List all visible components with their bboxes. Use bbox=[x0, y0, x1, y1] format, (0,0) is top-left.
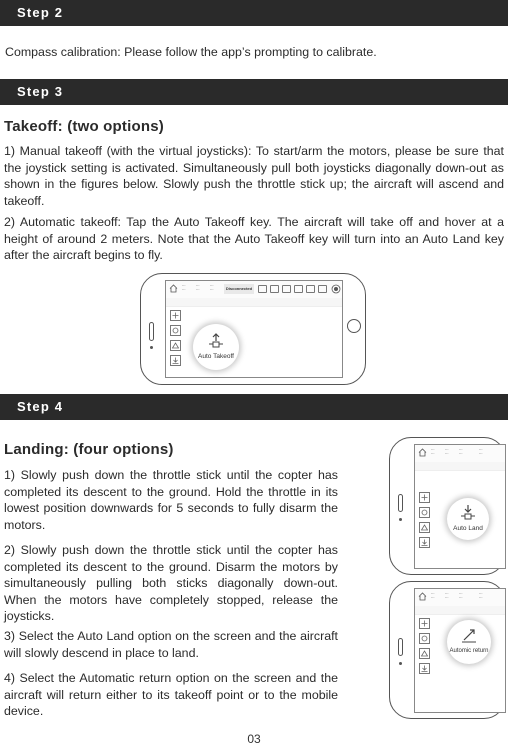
section-bar-step-2 bbox=[0, 0, 508, 26]
phone-camera bbox=[399, 518, 402, 521]
automatic-takeoff-text: 2) Automatic takeoff: Tap the Auto Takeoff key. The aircraft will take off and hover at a height of around 2 meters. Note that the Auto Takeoff key will turn into an Auto Land key after the aircraft begins to fly. bbox=[4, 215, 504, 262]
control-mode-button bbox=[419, 492, 430, 503]
telemetry-cell: --- --- bbox=[479, 591, 483, 599]
app-sub-bar bbox=[415, 606, 505, 615]
telemetry-cell: --- --- bbox=[210, 283, 214, 291]
section-label: Step 2 bbox=[17, 5, 64, 20]
connection-status: Disconnected bbox=[224, 284, 254, 294]
app-sub-bar bbox=[415, 462, 505, 471]
phone-speaker-slot bbox=[149, 322, 154, 341]
telemetry-cell: --- --- bbox=[445, 591, 449, 599]
compass-calibration-text: Compass calibration: Please follow the app’s prompting to calibrate. bbox=[5, 45, 377, 59]
landing-heading: Landing: (four options) bbox=[4, 441, 174, 458]
flight-mode-button bbox=[170, 340, 181, 351]
download-button bbox=[419, 537, 430, 548]
home-icon bbox=[169, 284, 178, 293]
flight-mode-button bbox=[419, 522, 430, 533]
signal-icon bbox=[294, 285, 303, 293]
phone-home-button bbox=[347, 319, 361, 333]
video-icon bbox=[270, 285, 279, 293]
telemetry-cell: --- --- bbox=[196, 283, 200, 291]
auto-takeoff-icon bbox=[206, 332, 226, 350]
telemetry-cell: --- --- bbox=[459, 447, 463, 455]
auto-land-button[interactable] bbox=[447, 498, 489, 540]
takeoff-heading: Takeoff: (two options) bbox=[4, 118, 164, 135]
telemetry-cell: --- --- bbox=[459, 591, 463, 599]
phone-camera bbox=[399, 662, 402, 665]
joystick-button bbox=[419, 633, 430, 644]
auto-land-label: Auto Land bbox=[453, 525, 483, 532]
landing-option-2-text: 2) Slowly push down the throttle stick until the copter has completed its descent to the ground. Disarm the motors by simultaneously pulling both sticks diagonally down-out. When the motors have completely stopped, release the joysticks. bbox=[4, 543, 338, 623]
app-screen bbox=[165, 280, 343, 378]
control-mode-button bbox=[170, 310, 181, 321]
section-label: Step 3 bbox=[17, 84, 64, 99]
phone-illustration-automatic-return bbox=[389, 581, 506, 719]
battery-icon bbox=[306, 285, 315, 293]
phone-speaker-slot bbox=[398, 494, 403, 512]
page-number: 03 bbox=[247, 732, 261, 746]
telemetry-cell: --- --- bbox=[431, 447, 435, 455]
return-home-icon bbox=[459, 626, 479, 644]
phone-illustration-takeoff bbox=[140, 273, 366, 385]
gps-icon bbox=[282, 285, 291, 293]
download-button bbox=[170, 355, 181, 366]
auto-takeoff-button[interactable] bbox=[193, 324, 239, 370]
control-mode-button bbox=[419, 618, 430, 629]
app-sub-bar bbox=[166, 298, 342, 307]
section-label: Step 4 bbox=[17, 399, 64, 414]
telemetry-cell: --- --- bbox=[445, 447, 449, 455]
app-top-bar bbox=[415, 445, 505, 463]
manual-takeoff-text: 1) Manual takeoff (with the virtual joysticks): To start/arm the motors, please be sure that the joystick setting is activated. Simultaneously pull both joysticks diagonally down-out as shown in the figures below. Slowly push the throttle stick up; the aircraft will ascend and takeoff. bbox=[4, 144, 504, 208]
flight-mode-button bbox=[419, 648, 430, 659]
section-bar-step-4 bbox=[0, 394, 508, 420]
home-icon bbox=[418, 448, 427, 457]
auto-land-icon bbox=[458, 504, 478, 522]
download-button bbox=[419, 663, 430, 674]
app-top-bar bbox=[166, 281, 342, 299]
auto-takeoff-label: Auto Takeoff bbox=[198, 353, 234, 360]
landing-option-3-text: 3) Select the Auto Land option on the screen and the aircraft will slowly descend in place to land. bbox=[4, 629, 338, 660]
settings-icon bbox=[318, 285, 327, 293]
landing-option-1-text: 1) Slowly push down the throttle stick until the copter has completed its descent to the ground. Hold the throttle in its lowest position downwards for 5 seconds to fully disarm the motors. bbox=[4, 468, 338, 532]
telemetry-cell: --- --- bbox=[431, 591, 435, 599]
automatic-return-label: Automic return bbox=[449, 648, 489, 654]
joystick-button bbox=[419, 507, 430, 518]
section-bar-step-3 bbox=[0, 79, 508, 105]
phone-illustration-auto-land bbox=[389, 437, 506, 575]
phone-camera bbox=[150, 346, 153, 349]
telemetry-cell: --- --- bbox=[479, 447, 483, 455]
phone-speaker-slot bbox=[398, 638, 403, 656]
telemetry-cell: --- --- bbox=[182, 283, 186, 291]
landing-option-4-text: 4) Select the Automatic return option on the screen and the aircraft will return either to its takeoff point or to the mobile device. bbox=[4, 671, 338, 718]
camera-icon bbox=[258, 285, 267, 293]
joystick-button bbox=[170, 325, 181, 336]
home-icon bbox=[418, 592, 427, 601]
record-icon bbox=[331, 284, 341, 294]
app-top-bar bbox=[415, 589, 505, 607]
automatic-return-button[interactable] bbox=[447, 620, 491, 664]
